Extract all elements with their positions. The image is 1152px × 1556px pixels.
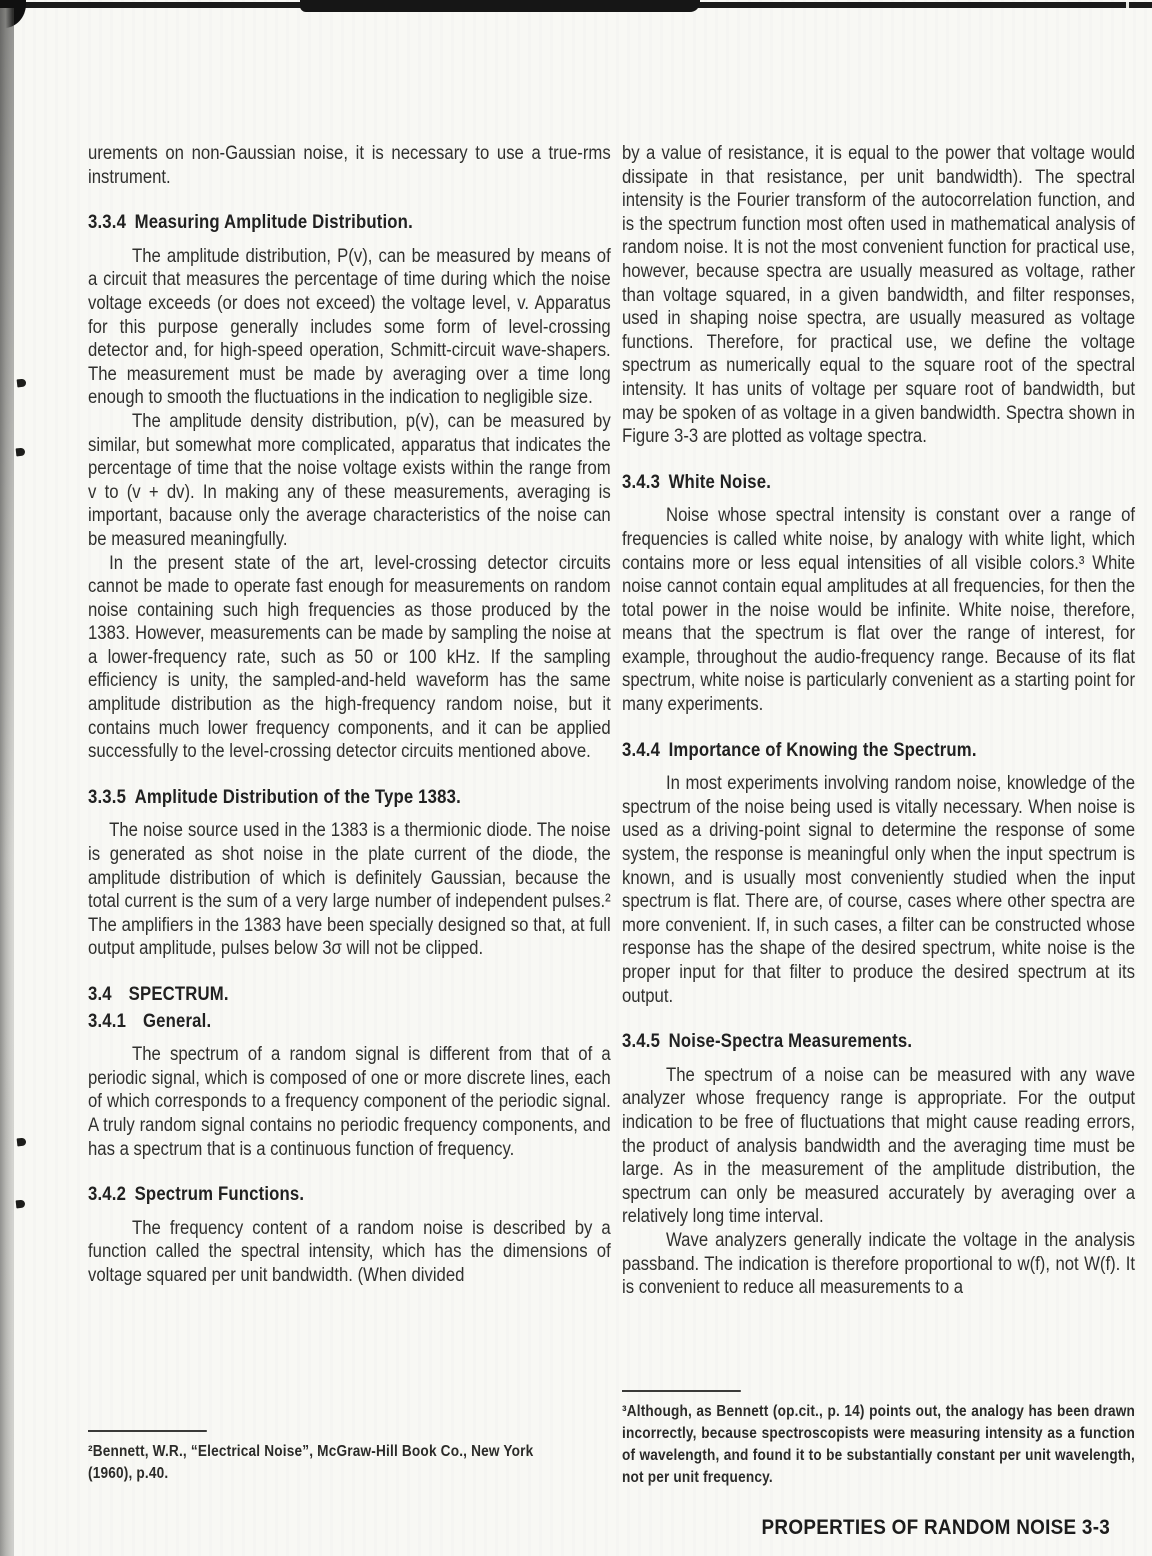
scan-edge-mark: [16, 448, 26, 457]
section-heading-3-4: 3.4 SPECTRUM.: [88, 984, 229, 1005]
section-heading-3-4-4: 3.4.4 Importance of Knowing the Spectrum.: [622, 739, 977, 761]
paragraph: In most experiments involving random noise, knowledge of the spectrum of the noise being used is vitally necessary. When noise is used as a driving-point signal to determine the response of some system, the response is meaningful only when the input spectrum is known, and is usually most conveniently studied when the input spectrum is flat. There are, of course, cases where other spectra are more convenient. If, in such cases, a filter can be constructed whose response has the shape of the desired spectrum, white noise is the proper input for that filter to produce the desired spectrum at its output.: [622, 773, 1136, 1007]
section-heading-3-4-5: 3.4.5 Noise-Spectra Measurements.: [622, 1031, 913, 1053]
paragraph: Wave analyzers generally indicate the voltage in the analysis passband. The indication is therefore proportional to w(f), not W(f). It is convenient to reduce all measurements to a: [622, 1229, 1136, 1299]
scan-left-edge-shadow: [0, 8, 14, 1556]
scan-edge-mark: [17, 379, 27, 388]
footnote-2: [88, 1430, 568, 1485]
section-heading-3-3-5: 3.3.5 Amplitude Distribution of the Type 1383.: [88, 786, 461, 808]
footnote-3: [622, 1390, 1135, 1489]
footnote-text: ²Bennett, W.R., “Electrical Noise”, McGraw-Hill Book Co., New York (1960), p.40.: [88, 1443, 534, 1482]
section-heading-3-3-4: 3.3.4 Measuring Amplitude Distribution.: [88, 212, 413, 234]
paragraph: The amplitude distribution, P(v), can be measured by means of a circuit that measures the percentage of time during which the noise voltage exceeds (or does not exceed) the voltage level, v. Apparatus for this purpose generally includes some form of level-crossing detector and, for high-speed operation, Schmitt-circuit wave-shapers. The measurement must be made by averaging over a time long enough to smooth the fluctuations in the indication to negligible size.: [88, 245, 611, 409]
footnote-text: ³Although, as Bennett (op.cit., p. 14) points out, the analogy has been drawn incorrectly, because spectroscopists were measuring intensity as a function of wavelength, and found it to be substantially constant per unit wavelength, not per unit frequency.: [622, 1403, 1136, 1486]
paragraph: The spectrum of a random signal is different from that of a periodic signal, which is composed of one or more discrete lines, each of which corresponds to a frequency component of the periodic signal. A truly random signal contains no periodic frequency components, and has a spectrum that is a continuous function of frequency.: [88, 1044, 611, 1160]
section-heading-3-4-3: 3.4.3 White Noise.: [622, 471, 772, 493]
paragraph: The noise source used in the 1383 is a thermionic diode. The noise is generated as shot noise in the plate current of the diode, the amplitude distribution of which is definitely Gaussian, because the total current is the sum of a very large number of independent pulses.² The amplifiers in the 1383 have been specially designed so that, at full output amplitude, pulses below 3σ will not be clipped.: [88, 820, 611, 960]
footnote-rule: [622, 1390, 741, 1392]
scan-top-bar-bump: [300, 0, 700, 12]
scan-edge-mark: [16, 1200, 26, 1209]
paragraph: The spectrum of a noise can be measured with any wave analyzer whose frequency range is appropriate. For the output indication to be free of fluctuations that might cause reading errors, the product of analysis bandwidth and the averaging time must be large. As in the measurement of the amplitude distribution, the spectrum can only be measured accurately by averaging over a relatively long time interval.: [622, 1064, 1136, 1228]
scan-edge-mark: [17, 1138, 27, 1147]
footnote-rule: [88, 1430, 207, 1432]
paragraph: In the present state of the art, level-crossing detector circuits cannot be made to operate fast enough for measurements on random noise containing such high frequencies as those produced by the 1383. However, measurements can be made by sampling the noise at a lower-frequency rate, such as 50 or 100 kHz. If the sampling efficiency is unity, the sampled-and-held waveform has the same amplitude distribution as the high-frequency random noise, but it contains much lower frequency components, and it can be applied successfully to the level-crossing detector circuits mentioned above.: [88, 552, 611, 763]
section-heading-3-4-2: 3.4.2 Spectrum Functions.: [88, 1184, 305, 1206]
page-footer: PROPERTIES OF RANDOM NOISE 3-3: [761, 1515, 1110, 1539]
left-column: [88, 142, 611, 1288]
right-column: [622, 142, 1135, 1300]
paragraph: The frequency content of a random noise is described by a function called the spectral intensity, which has the dimensions of voltage squared per unit bandwidth. (When divided: [88, 1217, 611, 1286]
paragraph-continuation: urements on non-Gaussian noise, it is necessary to use a true-rms instrument.: [88, 143, 611, 188]
scan-top-bar-slit: [1126, 2, 1129, 8]
paragraph: The amplitude density distribution, p(v), can be measured by similar, but somewhat more complicated, apparatus that indicates the percentage of time that the noise voltage exists within the range from v to (v + dv). In making any of these measurements, averaging is important, bacause only the average characteristics of the noise can be measured meaningfully.: [88, 410, 611, 550]
paragraph-continuation: by a value of resistance, it is equal to the power that voltage would dissipate in that resistance, per unit bandwidth). The spectral intensity is the Fourier transform of the autocorrelation function, and is the spectrum function most often used in mathematical analysis of random noise. It is not the most convenient function for practical use, however, because spectra are usually measured as voltage, rather than voltage squared, in a given bandwidth, and filter responses, used in shaping noise spectra, are usually measured as voltage functions. Therefore, for practical use, we define the voltage spectrum as numerically equal to the square root of the spectral intensity. It has units of voltage per square root of bandwidth, but may be spoken of as voltage in a given bandwidth. Spectra shown in Figure 3-3 are plotted as voltage spectra.: [622, 143, 1136, 448]
section-heading-3-4-1: 3.4.1 General.: [88, 1010, 212, 1032]
paragraph: Noise whose spectral intensity is constant over a range of frequencies is called white noise, by analogy with white light, which contains more or less equal intensities of all visible colors.³ White noise cannot contain equal amplitudes at all frequencies, for then the total power in the noise would be infinite. White noise, therefore, means that the spectrum is flat over the range of interest, for example, throughout the audio-frequency range. Because of its flat spectrum, white noise is particularly convenient as a starting point for many experiments.: [622, 505, 1136, 716]
